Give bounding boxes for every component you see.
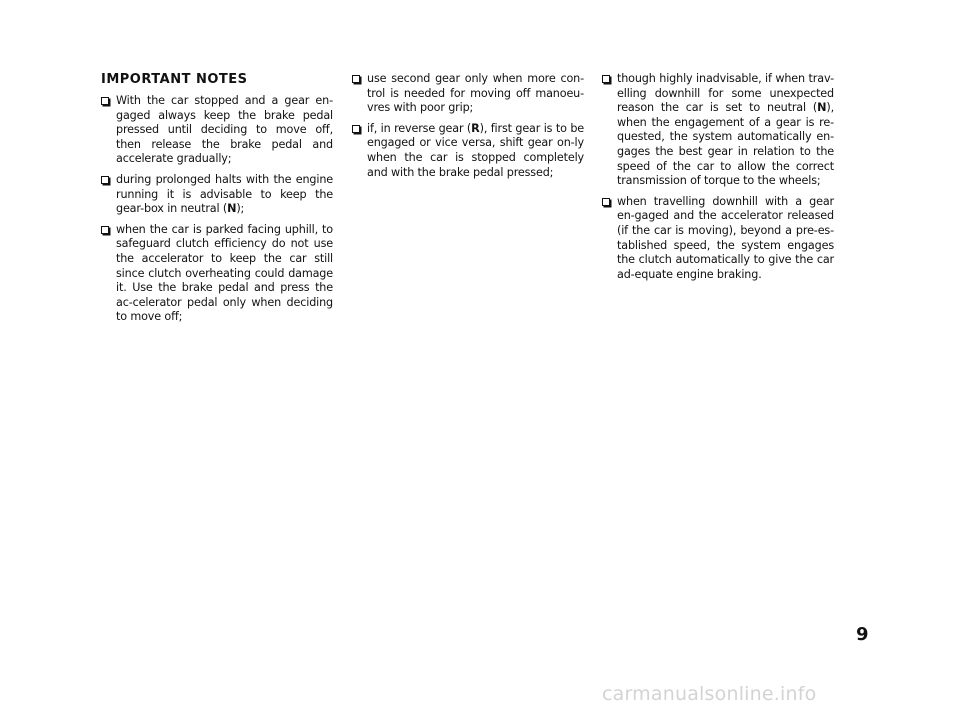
checkbox-bullet-icon	[352, 125, 360, 133]
gear-symbol: N	[817, 101, 827, 115]
note-item: during prolonged halts with the engine running it is advisable to keep the gear-box in neutral (N);	[101, 173, 333, 217]
watermark: carmanualsonline.info	[602, 683, 817, 705]
checkbox-bullet-icon	[101, 176, 109, 184]
note-item: when travelling downhill with a gear en-gaged and the accelerator released (if the car is moving), beyond a pre-es-tablished speed, the system engages the clutch automatically to give the car ad-equate engine braking.	[602, 195, 834, 283]
column-middle	[352, 72, 584, 186]
gear-symbol: R	[471, 121, 480, 135]
note-item: use second gear only when more con-trol is needed for moving off manoeu-vres with poor grip;	[352, 72, 584, 116]
note-item: when the car is parked facing uphill, to safeguard clutch efficiency do not use the accelerator to keep the car still since clutch overheating could damage it. Use the brake pedal and press the ac-celerator pedal only when deciding to move off;	[101, 223, 333, 325]
checkbox-bullet-icon	[352, 75, 360, 83]
note-item: With the car stopped and a gear en-gaged always keep the brake pedal pressed until deciding to move off, then release the brake pedal and accelerate gradually;	[101, 94, 333, 167]
page-number: 9	[856, 624, 869, 645]
checkbox-bullet-icon	[101, 97, 109, 105]
column-left	[101, 72, 333, 331]
column-right	[602, 72, 834, 288]
note-item: if, in reverse gear (R), first gear is to be engaged or vice versa, shift gear on-ly when the car is stopped completely and with the brake pedal pressed;	[352, 122, 584, 180]
checkbox-bullet-icon	[101, 226, 109, 234]
section-heading: IMPORTANT NOTES	[101, 72, 248, 87]
checkbox-bullet-icon	[602, 198, 610, 206]
note-item: though highly inadvisable, if when trav-elling downhill for some unexpected reason the car is set to neutral (N), when the engagement of a gear is re-quested, the system automatically en-gages the best gear in relation to the speed of the car to allow the correct transmission of torque to the wheels;	[602, 72, 834, 189]
gear-symbol: N	[227, 202, 237, 216]
checkbox-bullet-icon	[602, 75, 610, 83]
